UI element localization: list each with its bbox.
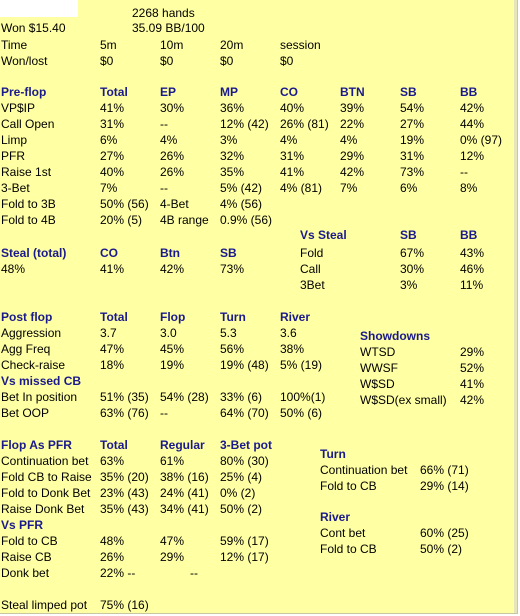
stat-label: Raise CB bbox=[1, 550, 52, 564]
stat-value: 22% bbox=[340, 117, 365, 131]
stat-value: $0 bbox=[220, 54, 234, 68]
section-header: Total bbox=[100, 310, 128, 324]
stat-value: 0% (97) bbox=[460, 133, 503, 147]
stat-value: 51% (35) bbox=[100, 390, 149, 404]
stat-value: 27% bbox=[100, 149, 125, 163]
stat-value: 3.7 bbox=[100, 326, 117, 340]
stat-label: Won $15.40 bbox=[1, 21, 66, 35]
stat-value: 35.09 BB/100 bbox=[132, 21, 205, 35]
stat-value: 3% bbox=[400, 278, 418, 292]
stat-value: 59% (17) bbox=[220, 534, 269, 548]
stat-value: 100%(1) bbox=[280, 390, 326, 404]
stat-value: 63% bbox=[100, 454, 125, 468]
stat-value: 29% bbox=[160, 550, 185, 564]
section-header: Total bbox=[100, 85, 128, 99]
stat-label: Steal limped pot bbox=[1, 598, 88, 612]
stat-value: 18% bbox=[100, 358, 125, 372]
stat-value: Fold to CB bbox=[320, 542, 377, 556]
stat-value: 30% bbox=[400, 262, 425, 276]
stat-value: 23% (43) bbox=[100, 486, 149, 500]
stat-value: 22% -- bbox=[100, 566, 136, 580]
stat-value: 42% bbox=[460, 393, 485, 407]
stat-value: 46% bbox=[460, 262, 485, 276]
stat-label: 3-Bet bbox=[1, 181, 30, 195]
stat-value: Call bbox=[300, 262, 321, 276]
section-header: BB bbox=[460, 228, 478, 242]
stat-value: W$SD(ex small) bbox=[360, 393, 447, 407]
stat-value: 3.6 bbox=[280, 326, 297, 340]
stat-value: $0 bbox=[160, 54, 174, 68]
stat-value: 7% bbox=[100, 181, 118, 195]
stat-value: -- bbox=[160, 181, 168, 195]
stat-value: 73% bbox=[220, 262, 245, 276]
section-header: SB bbox=[220, 246, 237, 260]
stat-value: 5m bbox=[100, 38, 117, 52]
stat-value: 64% (70) bbox=[220, 406, 269, 420]
stat-value: 3.0 bbox=[160, 326, 177, 340]
section-header: Turn bbox=[320, 447, 346, 461]
stat-label: Fold to CB bbox=[1, 534, 58, 548]
stat-value: 40% bbox=[280, 101, 305, 115]
stat-value: 12% bbox=[460, 149, 485, 163]
stat-value: 4-Bet bbox=[160, 197, 189, 211]
stat-value: WTSD bbox=[360, 345, 396, 359]
stat-value: 41% bbox=[100, 262, 125, 276]
stat-value: 44% bbox=[460, 117, 485, 131]
stat-value: 2268 hands bbox=[132, 6, 195, 20]
stat-value: 6% bbox=[100, 133, 118, 147]
stat-value: 48% bbox=[100, 534, 125, 548]
stat-value: 42% bbox=[340, 165, 365, 179]
stat-value: 47% bbox=[160, 534, 185, 548]
stat-value: 4% (81) bbox=[280, 181, 323, 195]
scrollbar[interactable] bbox=[514, 0, 517, 613]
stat-value: 38% (16) bbox=[160, 470, 209, 484]
stat-value: 31% bbox=[400, 149, 425, 163]
stat-value: 26% bbox=[160, 165, 185, 179]
stat-label: Fold CB to Raise bbox=[1, 470, 92, 484]
stat-value: 35% (43) bbox=[100, 502, 149, 516]
stat-label: PFR bbox=[1, 149, 25, 163]
stat-value: 50% (2) bbox=[220, 502, 263, 516]
stat-value: 5% (42) bbox=[220, 181, 263, 195]
stat-value: 20m bbox=[220, 38, 244, 52]
stat-value: 3Bet bbox=[300, 278, 325, 292]
stat-label: Fold to 3B bbox=[1, 197, 56, 211]
stat-value: 63% (76) bbox=[100, 406, 149, 420]
stat-value: 20% (5) bbox=[100, 213, 143, 227]
stat-value: 35% (20) bbox=[100, 470, 149, 484]
stat-label: Bet In position bbox=[1, 390, 78, 404]
stat-value: $0 bbox=[280, 54, 294, 68]
stat-value: 4% bbox=[280, 133, 298, 147]
section-header: CO bbox=[280, 85, 298, 99]
stat-value: 43% bbox=[460, 246, 485, 260]
stat-value: 75% (16) bbox=[100, 598, 149, 612]
stat-label: Raise 1st bbox=[1, 165, 52, 179]
stat-value: 47% bbox=[100, 342, 125, 356]
stat-value: 4% (56) bbox=[220, 197, 263, 211]
stat-value: -- bbox=[190, 566, 198, 580]
section-header: Vs PFR bbox=[1, 518, 44, 532]
stat-value: 0.9% (56) bbox=[220, 213, 273, 227]
stat-label: Bet OOP bbox=[1, 406, 50, 420]
stat-value: 50% (6) bbox=[280, 406, 323, 420]
stat-label: Won/lost bbox=[1, 54, 48, 68]
stat-value: 19% bbox=[160, 358, 185, 372]
stat-value: 26% bbox=[160, 149, 185, 163]
stat-value: 12% (17) bbox=[220, 550, 269, 564]
section-header: River bbox=[320, 510, 351, 524]
stat-value: 30% bbox=[160, 101, 185, 115]
stat-value: 26% bbox=[100, 550, 125, 564]
stat-value: 19% (48) bbox=[220, 358, 269, 372]
stat-label: Time bbox=[1, 38, 28, 52]
stat-value: 61% bbox=[160, 454, 185, 468]
stat-value: $0 bbox=[100, 54, 114, 68]
stat-value: 24% (41) bbox=[160, 486, 209, 500]
section-header: Pre-flop bbox=[1, 85, 47, 99]
section-header: Flop bbox=[160, 310, 186, 324]
stat-value: session bbox=[280, 38, 321, 52]
stat-label: Check-raise bbox=[1, 358, 66, 372]
stat-value: 25% (4) bbox=[220, 470, 263, 484]
stat-value: 60% (25) bbox=[420, 526, 469, 540]
stat-value: 41% bbox=[280, 165, 305, 179]
stat-label: Limp bbox=[1, 133, 28, 147]
section-header: Turn bbox=[220, 310, 246, 324]
stat-value: 31% bbox=[280, 149, 305, 163]
section-header: EP bbox=[160, 85, 177, 99]
stat-value: 8% bbox=[460, 181, 478, 195]
section-header: SB bbox=[400, 228, 417, 242]
stat-label: Aggression bbox=[1, 326, 62, 340]
stat-value: 36% bbox=[220, 101, 245, 115]
stat-value: Continuation bet bbox=[320, 463, 408, 477]
stat-value: 11% bbox=[460, 278, 484, 292]
stat-value: 38% bbox=[280, 342, 305, 356]
stat-value: 35% bbox=[220, 165, 245, 179]
stat-value: 41% bbox=[460, 377, 485, 391]
stat-value: 5% (19) bbox=[280, 358, 323, 372]
stat-value: -- bbox=[160, 117, 168, 131]
section-header: CO bbox=[100, 246, 118, 260]
stat-value: 10m bbox=[160, 38, 184, 52]
section-header: SB bbox=[400, 85, 417, 99]
stat-value: 50% (56) bbox=[100, 197, 149, 211]
stat-value: 73% bbox=[400, 165, 425, 179]
stat-value: 80% (30) bbox=[220, 454, 269, 468]
section-header: Vs Steal bbox=[300, 228, 347, 242]
stat-label: VP$IP bbox=[1, 101, 36, 115]
section-header: River bbox=[280, 310, 311, 324]
section-header: BTN bbox=[340, 85, 365, 99]
stat-value: 7% bbox=[340, 181, 358, 195]
stat-label: Agg Freq bbox=[1, 342, 51, 356]
section-header: Post flop bbox=[1, 310, 53, 324]
stat-value: 31% bbox=[100, 117, 125, 131]
stat-value: 34% (41) bbox=[160, 502, 209, 516]
stat-value: 52% bbox=[460, 361, 485, 375]
stat-value: 26% (81) bbox=[280, 117, 329, 131]
stat-label: Fold to 4B bbox=[1, 213, 56, 227]
stat-value: 29% bbox=[460, 345, 485, 359]
stat-value: Fold to CB bbox=[320, 479, 377, 493]
stat-value: 19% bbox=[400, 133, 425, 147]
stat-value: -- bbox=[460, 165, 468, 179]
section-header: Total bbox=[100, 438, 128, 452]
section-header: Regular bbox=[160, 438, 205, 452]
stat-value: 4B range bbox=[160, 213, 209, 227]
stat-value: 54% bbox=[400, 101, 425, 115]
stat-value: -- bbox=[160, 406, 168, 420]
section-header: Showdowns bbox=[360, 329, 430, 343]
stat-label: Fold to Donk Bet bbox=[1, 486, 91, 500]
stat-value: W$SD bbox=[360, 377, 395, 391]
stat-value: WWSF bbox=[360, 361, 398, 375]
section-header: Steal (total) bbox=[1, 246, 67, 260]
stat-label: Raise Donk Bet bbox=[1, 502, 85, 516]
stat-value: 42% bbox=[160, 262, 185, 276]
stat-value: 29% bbox=[340, 149, 365, 163]
stat-label: Continuation bet bbox=[1, 454, 89, 468]
stat-value: 6% bbox=[400, 181, 418, 195]
stat-value: 27% bbox=[400, 117, 425, 131]
stat-value: 3% bbox=[220, 133, 238, 147]
section-header: BB bbox=[460, 85, 478, 99]
stat-value: 32% bbox=[220, 149, 245, 163]
stat-value: 39% bbox=[340, 101, 365, 115]
stat-value: 5.3 bbox=[220, 326, 237, 340]
section-header: Vs missed CB bbox=[1, 374, 82, 388]
stat-value: 4% bbox=[160, 133, 178, 147]
section-header: Flop As PFR bbox=[1, 438, 72, 452]
stat-value: 40% bbox=[100, 165, 125, 179]
stat-value: 66% (71) bbox=[420, 463, 469, 477]
stat-value: Fold bbox=[300, 246, 324, 260]
stat-value: 56% bbox=[220, 342, 245, 356]
stat-value: 41% bbox=[100, 101, 125, 115]
stat-value: 4% bbox=[340, 133, 358, 147]
stat-value: Cont bet bbox=[320, 526, 366, 540]
stat-value: 12% (42) bbox=[220, 117, 269, 131]
stat-label: Donk bet bbox=[1, 566, 50, 580]
stat-value: 50% (2) bbox=[420, 542, 463, 556]
stat-label: 48% bbox=[1, 262, 26, 276]
section-header: Btn bbox=[160, 246, 180, 260]
stat-label: Call Open bbox=[1, 117, 55, 131]
stat-value: 42% bbox=[460, 101, 485, 115]
stat-value: 29% (14) bbox=[420, 479, 469, 493]
stat-value: 54% (28) bbox=[160, 390, 209, 404]
stat-value: 33% (6) bbox=[220, 390, 263, 404]
stat-value: 67% bbox=[400, 246, 425, 260]
section-header: MP bbox=[220, 85, 238, 99]
stat-value: 0% (2) bbox=[220, 486, 256, 500]
section-header: 3-Bet pot bbox=[220, 438, 272, 452]
player-name-box bbox=[0, 0, 78, 17]
stat-value: 45% bbox=[160, 342, 185, 356]
